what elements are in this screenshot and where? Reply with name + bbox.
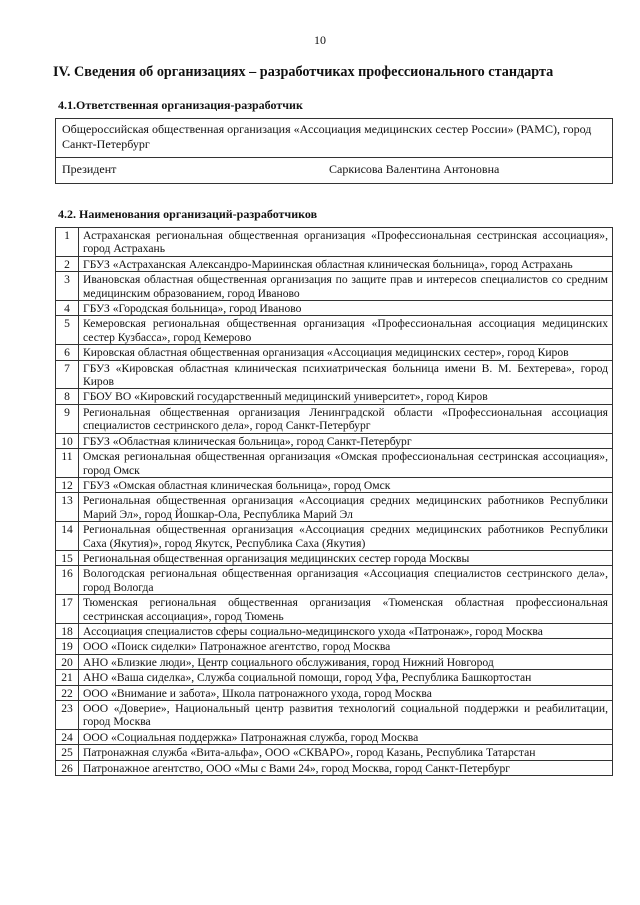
row-number: 25 <box>56 745 79 760</box>
row-number: 18 <box>56 623 79 638</box>
row-number: 22 <box>56 685 79 700</box>
table-row <box>56 345 613 360</box>
organization-name: Региональная общественная организация «Ассоциация средних медицинских работников Республики Марий Эл», город Йошкар-Ола, Республика Марий Эл <box>79 493 613 522</box>
organization-name: ГБУЗ «Кировская областная клиническая психиатрическая больница имени В. М. Бехтерева», город Киров <box>79 360 613 389</box>
row-number: 13 <box>56 493 79 522</box>
table-row <box>56 701 613 730</box>
table-row <box>56 360 613 389</box>
row-number: 4 <box>56 301 79 316</box>
table-row <box>56 493 613 522</box>
table-row <box>56 566 613 595</box>
table-row <box>56 389 613 404</box>
organization-name: Региональная общественная организация «Ассоциация средних медицинских работников Республики Саха (Якутия)», город Якутск, Республика Саха (Якутия) <box>79 522 613 551</box>
row-number: 2 <box>56 256 79 271</box>
organization-name: АНО «Ваша сиделка», Служба социальной помощи, город Уфа, Республика Башкортостан <box>79 670 613 685</box>
organization-name: Патронажная служба «Вита-альфа», ООО «СКВАРО», город Казань, Республика Татарстан <box>79 745 613 760</box>
row-number: 26 <box>56 760 79 775</box>
table-row <box>56 639 613 654</box>
table-row <box>56 477 613 492</box>
organization-name: Региональная общественная организация Ленинградской области «Профессиональная ассоциация специалистов сестринского дела», город Санкт-Петербург <box>79 404 613 433</box>
developer-organizations-heading: 4.2. Наименования организаций-разработчиков <box>58 207 318 221</box>
organization-name: ГБОУ ВО «Кировский государственный медицинский университет», город Киров <box>79 389 613 404</box>
row-number: 1 <box>56 228 79 257</box>
section-title: IV. Сведения об организациях – разработчиках профессионального стандарта <box>53 64 554 80</box>
table-row <box>56 404 613 433</box>
developer-organizations-table-body <box>56 228 613 776</box>
organization-name: ООО «Поиск сиделки» Патронажное агентство, город Москва <box>79 639 613 654</box>
table-row <box>56 745 613 760</box>
row-number: 20 <box>56 654 79 669</box>
table-row <box>56 654 613 669</box>
table-row <box>56 760 613 775</box>
row-number: 6 <box>56 345 79 360</box>
divider <box>56 157 612 158</box>
organization-name: АНО «Близкие люди», Центр социального обслуживания, город Нижний Новгород <box>79 654 613 669</box>
organization-name: Вологодская региональная общественная организация «Ассоциация специалистов сестринского дела», город Вологда <box>79 566 613 595</box>
table-row <box>56 316 613 345</box>
page-number: 10 <box>314 33 326 47</box>
table-row <box>56 256 613 271</box>
table-row <box>56 623 613 638</box>
row-number: 9 <box>56 404 79 433</box>
responsible-organization-heading: 4.1.Ответственная организация-разработчик <box>58 98 303 112</box>
row-number: 15 <box>56 550 79 565</box>
table-row <box>56 433 613 448</box>
organization-name: Астраханская региональная общественная организация «Профессиональная сестринская ассоциация», город Астрахань <box>79 228 613 257</box>
responsible-organization-box <box>55 118 613 184</box>
table-row <box>56 685 613 700</box>
row-number: 23 <box>56 701 79 730</box>
organization-name: Омская региональная общественная организация «Омская профессиональная сестринская ассоциация», город Омск <box>79 449 613 478</box>
organization-name: Патронажное агентство, ООО «Мы с Вами 24», город Москва, город Санкт-Петербург <box>79 760 613 775</box>
table-row <box>56 272 613 301</box>
organization-name: Тюменская региональная общественная организация «Тюменская областная профессиональная сестринская ассоциация», город Тюмень <box>79 595 613 624</box>
row-number: 16 <box>56 566 79 595</box>
organization-name: Региональная общественная организация медицинских сестер города Москвы <box>79 550 613 565</box>
row-number: 21 <box>56 670 79 685</box>
row-number: 17 <box>56 595 79 624</box>
row-number: 14 <box>56 522 79 551</box>
row-number: 12 <box>56 477 79 492</box>
organization-name: Ивановская областная общественная организация по защите прав и интересов специалистов со средним медицинским образованием, город Иваново <box>79 272 613 301</box>
responsible-organization-name: Общероссийская общественная организация «Ассоциация медицинских сестер России» (РАМС), город Санкт-Петербург <box>62 122 592 151</box>
organization-name: ГБУЗ «Астраханская Александро-Мариинская областная клиническая больница», город Астрахань <box>79 256 613 271</box>
organization-name: ООО «Доверие», Национальный центр развития технологий социальной поддержки и реабилитации, город Москва <box>79 701 613 730</box>
table-row <box>56 595 613 624</box>
developer-organizations-table <box>55 227 613 776</box>
table-row <box>56 550 613 565</box>
organization-name: ГБУЗ «Омская областная клиническая больница», город Омск <box>79 477 613 492</box>
responsible-person-name: Саркисова Валентина Антоновна <box>329 162 500 176</box>
organization-name: Ассоциация специалистов сферы социально-медицинского ухода «Патронаж», город Москва <box>79 623 613 638</box>
row-number: 8 <box>56 389 79 404</box>
organization-name: Кемеровская региональная общественная организация «Профессиональная ассоциация медицинских сестер Кузбасса», город Кемерово <box>79 316 613 345</box>
responsible-person-role: Президент <box>62 162 117 176</box>
organization-name: ООО «Внимание и забота», Школа патронажного ухода, город Москва <box>79 685 613 700</box>
organization-name: ООО «Социальная поддержка» Патронажная служба, город Москва <box>79 729 613 744</box>
table-row <box>56 670 613 685</box>
organization-name: ГБУЗ «Областная клиническая больница», город Санкт-Петербург <box>79 433 613 448</box>
row-number: 24 <box>56 729 79 744</box>
row-number: 19 <box>56 639 79 654</box>
table-row <box>56 449 613 478</box>
table-row <box>56 729 613 744</box>
organization-name: ГБУЗ «Городская больница», город Иваново <box>79 301 613 316</box>
table-row <box>56 301 613 316</box>
table-row <box>56 522 613 551</box>
row-number: 7 <box>56 360 79 389</box>
row-number: 10 <box>56 433 79 448</box>
table-row <box>56 228 613 257</box>
row-number: 5 <box>56 316 79 345</box>
organization-name: Кировская областная общественная организация «Ассоциация медицинских сестер», город Киров <box>79 345 613 360</box>
row-number: 11 <box>56 449 79 478</box>
row-number: 3 <box>56 272 79 301</box>
